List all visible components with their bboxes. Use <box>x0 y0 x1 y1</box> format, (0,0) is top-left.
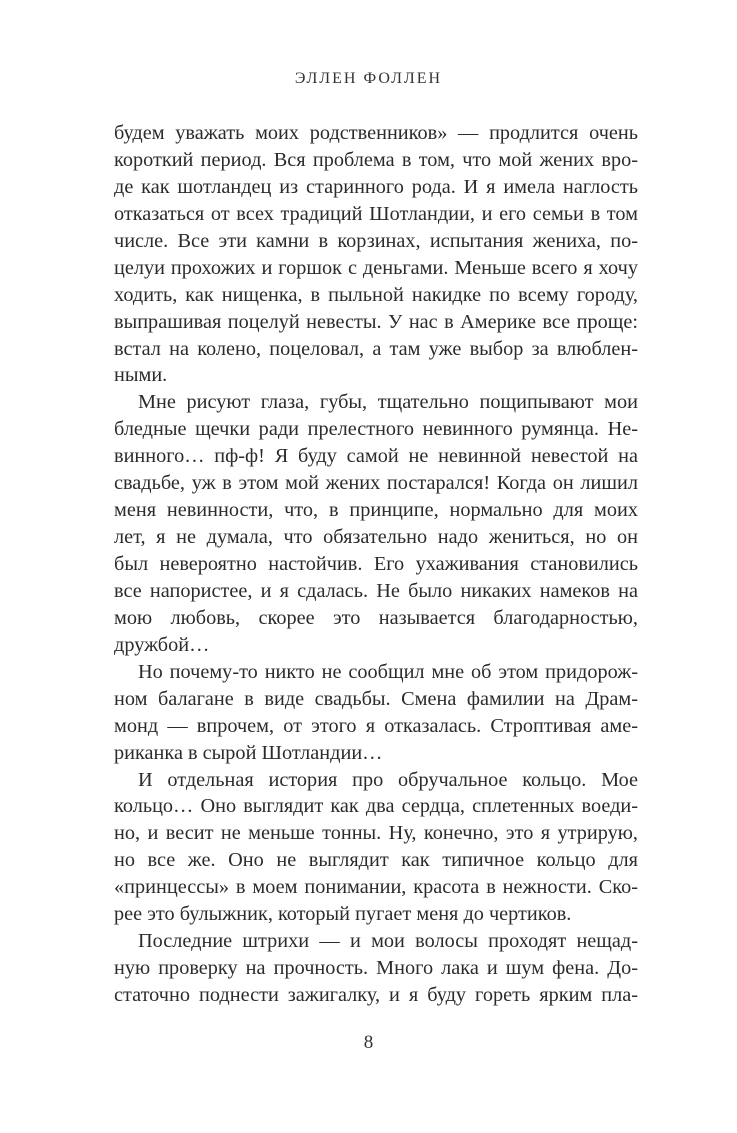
text-line: «принцессы» в моем понимании, красота в нежности. Ско- <box>114 876 638 899</box>
text-line: риканка в сырой Шотландии… <box>114 741 383 764</box>
text-line: ном балагане в виде свадьбы. Смена фамилии на Драм- <box>114 687 638 710</box>
text-line: целуи прохожих и горшок с деньгами. Меньше всего я хочу <box>114 256 638 279</box>
paragraph <box>114 389 638 658</box>
body-text <box>114 120 638 1009</box>
text-line: Последние штрихи — и мои волосы проходят нещад- <box>138 930 638 953</box>
text-line: рее это булыжник, который пугает меня до чертиков. <box>114 903 572 926</box>
text-line: встал на колено, поцеловал, а там уже выбор за влюблен- <box>114 337 638 360</box>
text-line: но все же. Оно не выглядит как типичное кольцо для <box>114 849 638 872</box>
text-line: отказаться от всех традиций Шотландии, и его семьи в том <box>114 202 638 225</box>
paragraph <box>114 120 638 389</box>
text-line: ную проверку на прочность. Много лака и шум фена. До- <box>114 957 638 980</box>
text-line: дружбой… <box>114 633 210 656</box>
running-head-author: ЭЛЛЕН ФОЛЛЕН <box>294 70 443 87</box>
page-number: 8 <box>363 1032 374 1053</box>
paragraph <box>114 659 638 767</box>
text-line: числе. Все эти камни в корзинах, испытания жениха, по- <box>114 229 638 252</box>
text-line: но, и весит не меньше тонны. Ну, конечно, это я утрирую, <box>114 822 638 845</box>
text-line: монд — впрочем, от этого я отказалась. Строптивая аме- <box>114 714 638 737</box>
text-line: винного… пф-ф! Я буду самой не невинной невестой на <box>114 445 638 468</box>
text-line: все напористее, и я сдалась. Не было никаких намеков на <box>114 579 638 602</box>
text-line: Но почему-то никто не сообщил мне об этом придорож- <box>138 660 638 683</box>
paragraph <box>114 928 638 1009</box>
text-line: И отдельная история про обручальное кольцо. Мое <box>138 768 638 791</box>
text-line: мою любовь, скорее это называется благодарностью, <box>114 606 638 629</box>
text-line: свадьбе, уж в этом мой жених постарался! Когда он лишил <box>114 472 638 495</box>
text-line: де как шотландец из старинного рода. И я имела наглость <box>114 175 638 198</box>
text-line: будем уважать моих родственников» — продлится очень <box>114 122 638 144</box>
paragraph <box>114 767 638 929</box>
text-line: меня невинности, что, в принципе, нормально для моих <box>114 499 638 522</box>
text-line: был невероятно настойчив. Его ухаживания становились <box>114 553 638 575</box>
text-line: ходить, как нищенка, в пыльной накидке по всему городу, <box>114 283 638 306</box>
text-line: короткий период. Вся проблема в том, что мой жених вро- <box>114 148 638 171</box>
text-line: бледные щечки ради прелестного невинного румянца. Не- <box>114 418 638 441</box>
text-line: ными. <box>114 364 168 387</box>
text-line: Мне рисуют глаза, губы, тщательно пощипывают мои <box>138 391 638 414</box>
text-line: лет, я не думала, что обязательно надо жениться, но он <box>114 526 638 549</box>
text-line: статочно поднести зажигалку, и я буду гореть ярким пла- <box>114 984 638 1006</box>
text-line: выпрашивая поцелуй невесты. У нас в Америке все проще: <box>114 310 638 333</box>
text-line: кольцо… Оно выглядит как два сердца, сплетенных воеди- <box>114 795 638 818</box>
